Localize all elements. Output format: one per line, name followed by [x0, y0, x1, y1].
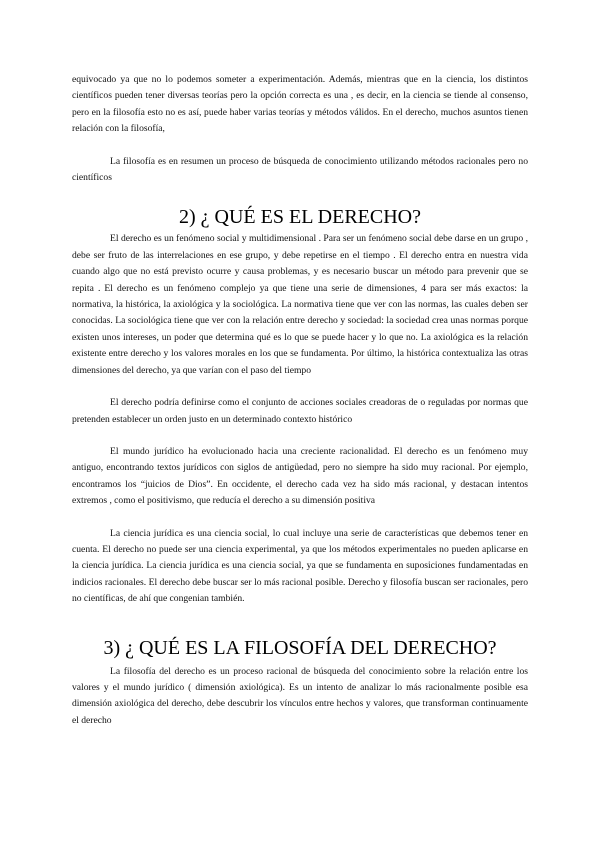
- paragraph-law-concept: El derecho podría definirse como el conjunto de acciones sociales creadoras de o reguladas por normas que pretenden establecer un orden justo en un determinado contexto histórico: [72, 397, 528, 425]
- paragraph-philosophy-of-law: La filosofía del derecho es un proceso racional de búsqueda del conocimiento sobre la relación entre los valores y el mundo jurídico ( dimensión axiológica). Es un intento de analizar lo más racionalmente posible esa dimensión axiológica del derecho, debe descubrir los vínculos entre hechos y valores, que transforman continuamente el derecho: [72, 665, 528, 726]
- paragraph-gap: [72, 138, 528, 154]
- paragraph-philosophy-summary: La filosofía es en resumen un proceso de búsqueda de conocimiento utilizando métodos racionales pero no científicos: [72, 155, 528, 184]
- section-heading-que-es-el-derecho: 2) ¿ QUÉ ES EL DERECHO?: [179, 206, 421, 229]
- section-heading-filosofia-del-derecho: 3) ¿ QUÉ ES LA FILOSOFÍA DEL DERECHO?: [103, 636, 497, 659]
- paragraph-gap: [72, 510, 528, 526]
- paragraph-legal-world-evolution: El mundo jurídico ha evolucionado hacia una creciente racionalidad. El derecho es un fenómeno muy antiguo, encontrando textos jurídicos con siglos de antigüedad, pero no siempre ha sido muy racional. Por ejemplo, encontramos los “juicios de Dios”. En occidente, el derecho cada vez ha sido más racional, y destacan intentos extremos , como el positivismo, que reducía el derecho a su dimensión positiva: [72, 445, 528, 507]
- paragraph-law-definition: El derecho es un fenómeno social y multidimensional . Para ser un fenómeno social debe darse en un grupo , debe ser fruto de las interrelaciones en ese grupo, y debe repetirse en el tiempo . El derecho entra en nuestra vida cuando algo que no está previsto ocurre y causa problemas, y es necesario buscar un método para prevenir que se repita . El derecho es un fenómeno complejo ya que tiene una serie de dimensiones, 4 para ser más exactos: la normativa, la histórica, la axiológica y la sociológica. La normativa tiene que ver con las normas, las cuales deben ser conocidas. La sociológica tiene que ver con la relación entre derecho y sociedad: la sociedad crea unas normas porque existen unos intereses, un poder que determina qué es lo que se puede hacer y lo que no. La axiológica es la relación existente entre derecho y los valores morales en los que se fundamenta. Por último, la histórica contextualiza las otras dimensiones del derecho, ya que varían con el paso del tiempo: [72, 233, 528, 376]
- document-body: [72, 72, 528, 729]
- paragraph-gap: [72, 379, 528, 395]
- paragraph-legal-science: La ciencia jurídica es una ciencia social, lo cual incluye una serie de características que debemos tener en cuenta. El derecho no puede ser una ciencia experimental, ya que los métodos experimentales no pueden aplicarse en la ciencia jurídica. La ciencia jurídica es una ciencia social, ya que se fundamenta en suposiciones fundamentadas en indicios racionales. El derecho debe buscar ser lo más racional posible. Derecho y filosofía buscan ser racionales, pero no científicas, de ahí que congenian también.: [72, 527, 528, 605]
- paragraph-philosophy-vs-science: equivocado ya que no lo podemos someter a experimentación. Además, mientras que en la ciencia, los distintos científicos pueden tener diversas teorías pero la opción correcta es una , es decir, en la ciencia se tiende al consenso, pero en la filosofía esto no es así, puede haber varias teorías y métodos válidos. En el derecho, muchos asuntos tienen relación con la filosofía,: [72, 74, 528, 135]
- paragraph-gap: [72, 428, 528, 444]
